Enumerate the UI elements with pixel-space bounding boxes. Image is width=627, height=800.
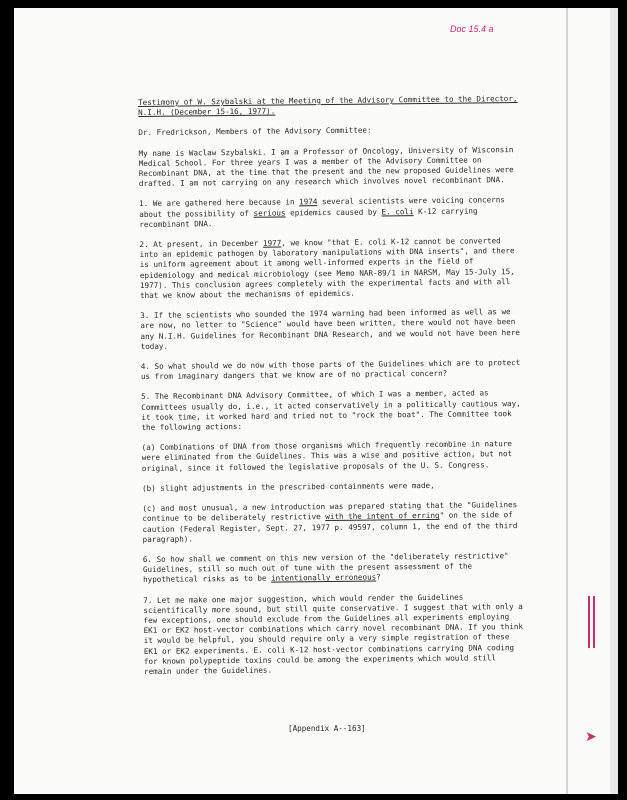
- page-footer: [Appendix A--163]: [288, 724, 366, 733]
- salutation: Dr. Fredrickson, Members of the Advisory Committee:: [138, 125, 372, 138]
- paragraph-5c: (c) and most unusual, a new introduction was prepared stating that the "Guidelines continue to be deliberately restrictive with the intent of erring" on the side of caution (Federal Register, Sept. 27, 1977 p. 49597, column 1, the end of the third paragraph).: [142, 500, 518, 544]
- paragraph-1: 1. We are gathered here because in 1974 several scientists were voicing concerns about the possibility of serious epidemics caused by E. coli K-12 carrying recombinant DNA.: [139, 195, 505, 229]
- paper-edge: [610, 8, 618, 794]
- paragraph-5b: (b) slight adjustments in the prescribed containments were made,: [142, 480, 435, 493]
- heading: Testimony of W. Szybalski at the Meeting of the Advisory Committee to the Director, N.I.H. (December 15-16, 1977).: [138, 94, 518, 118]
- document-stamp: Doc 15.4 a: [450, 24, 494, 34]
- paragraph-6: 6. So how shall we comment on this new version of the "deliberately restrictive" Guidelines, still so much out of tune with the present assessment of the hypothetical risks as to be intentionally erroneous?: [142, 551, 509, 585]
- paragraph-intro: My name is Waclaw Szybalski. I am a Professor of Oncology, University of Wisconsin Medical School. For three years I was a member of the Advisory Committee on Recombinant DNA, at the time that the present and the new proposed Guidelines were drafted. I am not carrying on any research which involves novel recombinant DNA.: [138, 144, 514, 189]
- paragraph-5: 5. The Recombinant DNA Advisory Committee, of which I was a member, acted as Committees usually do, i.e., it acted conservatively in a politically cautious way, it took time, it worked hard and tried not to "rock the boat". The Committee took the following actions:: [141, 388, 521, 433]
- paragraph-3: 3. If the scientists who sounded the 1974 warning had been informed as well as we are now, no letter to "Science" would have been written, there would not have been any N.I.H. Guidelines for Recombinant DNA Research, and we would not have been here today.: [140, 307, 520, 351]
- paper-crease: [566, 8, 568, 794]
- testimony-body: [138, 94, 524, 687]
- margin-mark: [588, 596, 590, 648]
- paragraph-2: 2. At present, in December 1977, we know "that E. coli K-12 cannot be converted into an epidemic pathogen by laboratory manipulations with DNA inserts", and there is uniform agreement about it among well-informed experts in the field of epidemiology and medical microbiology (see Memo NAR-89/1 in NARSM, May 15-July 15, 1977). This conclusion agrees completely with the experimental facts and with all that we know about the mechanisms of epidemics.: [139, 236, 515, 301]
- margin-mark: [593, 596, 595, 648]
- margin-arrow-icon: ➤: [585, 729, 597, 745]
- paragraph-4: 4. So what should we do now with those parts of the Guidelines which are to protect us from imaginary dangers that we know are of no practical concern?: [140, 358, 521, 382]
- paragraph-7: 7. Let me make one major suggestion, which would render the Guidelines scientifically more sound, but still quite conservative. I suggest that with only a few exceptions, one should exclude from the Guidelines all experiments employing EK1 or EK2 host-vector combinations which carry novel recombinant DNA. If you think it would be helpful, you should require only a very simple registration of these EK1 or EK2 experiments. E. coli K-12 host-vector combinations carrying DNA coding for known polypeptide toxins could be among the experiments which would still remain under the Guidelines.: [143, 592, 524, 676]
- paragraph-5a: (a) Combinations of DNA from those organisms which frequently recombine in nature were eliminated from the Guidelines. This was a wise and positive action, but not original, since it followed the legislative proposals of the U. S. Congress.: [141, 439, 513, 473]
